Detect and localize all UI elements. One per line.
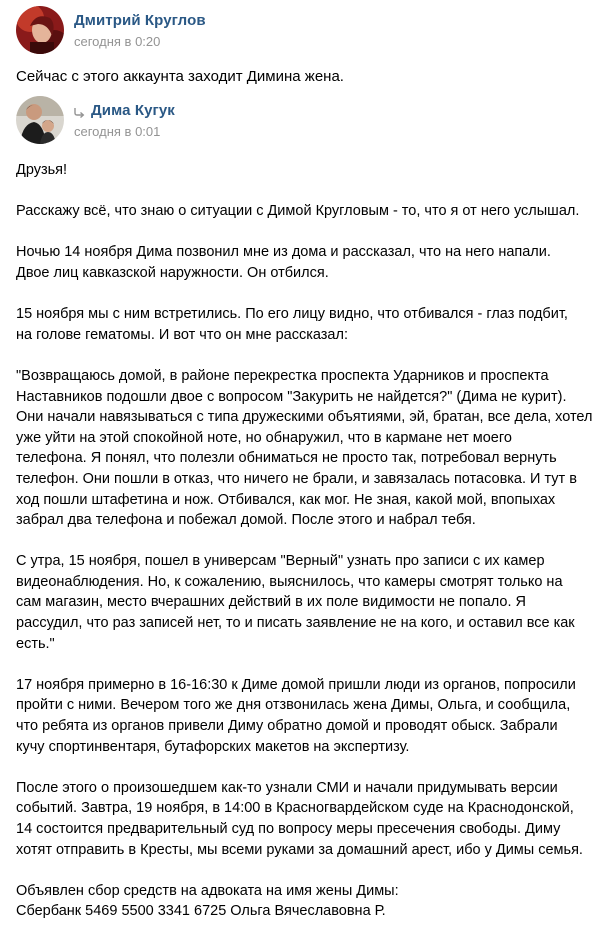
- repost-paragraph: [16, 778, 606, 860]
- repost-paragraph: [16, 881, 606, 922]
- repost-text-line: ход пошли штафетина и нож. Отбивался, как мог. Не зная, какой мой, впопыхах: [16, 491, 556, 508]
- repost-text-line: Друзья!: [16, 162, 68, 178]
- repost-text-line: Двое лиц кавказской наружности. Он отбился.: [16, 264, 329, 281]
- repost-text-line: видеонаблюдения. Но, к сожалению, выяснилось, что камеры смотрят только на: [16, 573, 563, 590]
- repost-text-line: телефона. Я понял, что полезли обниматься не просто так, потребовал вернуть: [16, 450, 557, 467]
- repost-header: [16, 96, 175, 144]
- repost-text-line: 17 ноября примерно в 16-16:30 к Диме домой пришли люди из органов, попросили: [16, 676, 576, 693]
- author-avatar[interactable]: [16, 6, 64, 54]
- repost-text-line: хотят отправить в Кресты, мы всеми руками за домашний арест, ибо у Димы семья.: [16, 841, 583, 858]
- repost-text-line: что ребята из органов привели Диму обратно домой и проводят обыск. Забрали: [16, 718, 558, 735]
- post-text: Сейчас с этого аккаунта заходит Димина жена.: [16, 68, 344, 85]
- repost-author-name-link[interactable]: Дима Кугук: [91, 101, 175, 119]
- repost-text-line: забрал два телефона и побежал домой. После этого и набрал тебя.: [16, 512, 476, 529]
- repost-text-line: Ночью 14 ноября Дима позвонил мне из дома и рассказал, что на него напали.: [16, 244, 551, 261]
- repost-author-info: [74, 101, 175, 140]
- author-info: [74, 11, 206, 50]
- repost-paragraph: [16, 201, 606, 222]
- repost-text-line: 15 ноября мы с ним встретились. По его лицу видно, что отбивался - глаз подбит,: [16, 306, 568, 323]
- repost-text-line: есть.": [16, 635, 55, 652]
- repost-text-line: сам магазин, место вчерашних действий в их поле видимости не попало. Я: [16, 594, 526, 611]
- repost-text-line: кучу спортинвентаря, бутафорских макетов на экспертизу.: [16, 738, 410, 755]
- repost-text-line: телефон. Они пошли в отказ, что ничего не брали, и завязалась потасовка. И тут в: [16, 470, 577, 487]
- repost-text-line: После этого о произошедшем как-то узнали СМИ и начали придумывать версии: [16, 779, 558, 796]
- repost-paragraph: [16, 160, 606, 181]
- repost-text-line: Расскажу всё, что знаю о ситуации с Димой Кругловым - то, что я от него услышал.: [16, 203, 580, 220]
- repost-text-line: пройти с ними. Вечером того же дня отзвонилась жена Димы, Ольга, и сообщила,: [16, 697, 571, 714]
- post-date-link[interactable]: сегодня в 0:20: [74, 33, 161, 49]
- repost-text-line: "Возвращаюсь домой, в районе перекрестка проспекта Ударников и проспекта: [16, 367, 549, 384]
- repost-text-line: Они начали навязываться с типа дружескими объятиями, эй, братан, все дела, хотел: [16, 409, 593, 426]
- repost-paragraph: [16, 366, 606, 531]
- repost-text-line: Наставников подошли двое с вопросом "Закурить не найдется?" (Дима не курит).: [16, 388, 567, 405]
- repost-text-line: на голове гематомы. И вот что он мне рассказал:: [16, 326, 348, 343]
- repost-author-avatar[interactable]: [16, 96, 64, 144]
- repost-date-link[interactable]: сегодня в 0:01: [74, 123, 161, 139]
- repost-paragraph: [16, 675, 606, 757]
- repost-text: [16, 160, 606, 943]
- repost-text-line: рассудил, что раз записей нет, то и писать заявление не на кого, и оставил все как: [16, 615, 575, 632]
- repost-arrow-icon: [74, 105, 85, 116]
- repost-text-line: Объявлен сбор средств на адвоката на имя жены Димы:: [16, 882, 399, 899]
- post-header: [16, 6, 206, 54]
- repost-text-line: уже уйти на этой спокойной ноте, но обнаружил, что в кармане нет моего: [16, 429, 512, 446]
- repost-paragraph: [16, 304, 606, 345]
- repost-text-line: Сбербанк 5469 5500 3341 6725 Ольга Вячеславовна Р.: [16, 903, 386, 920]
- author-name-link[interactable]: Дмитрий Круглов: [74, 11, 206, 29]
- repost-paragraph: [16, 551, 606, 654]
- repost-text-line: 14 состоится предварительный суд по вопросу меры пресечения свободы. Диму: [16, 821, 561, 837]
- repost-text-line: событий. Завтра, 19 ноября, в 14:00 в Красногвардейском суде на Краснодонской,: [16, 800, 574, 817]
- repost-paragraph: [16, 242, 606, 283]
- repost-text-line: С утра, 15 ноября, пошел в универсам "Верный" узнать про записи с их камер: [16, 553, 545, 570]
- repost-name-row: [74, 101, 175, 120]
